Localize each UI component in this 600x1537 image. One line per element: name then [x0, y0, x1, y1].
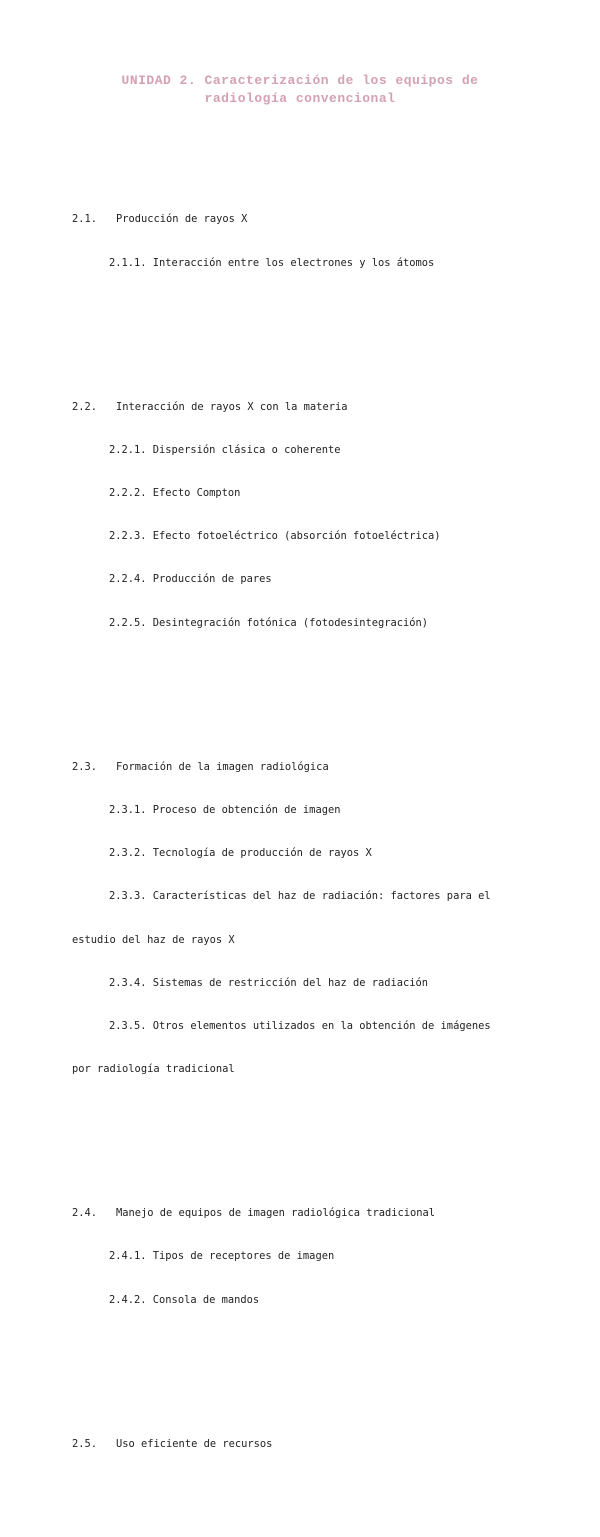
- toc-heading-number: 2.2.: [72, 400, 98, 413]
- toc-heading-number: 2.1.: [72, 213, 98, 226]
- toc-heading: [72, 1206, 532, 1220]
- toc-subitem: 2.4.1. Tipos de receptores de imagen: [109, 1250, 335, 1263]
- toc-heading: [72, 212, 532, 226]
- toc-heading-number: 2.5.: [72, 1437, 98, 1450]
- toc-subitem: 2.3.1. Proceso de obtención de imagen: [109, 803, 341, 816]
- toc-section-2-4: [72, 1177, 532, 1335]
- toc-subitem: 2.2.5. Desintegración fotónica (fotodesintegración): [109, 616, 429, 629]
- toc-heading-label: Producción de rayos X: [116, 213, 248, 226]
- toc-heading-label: Uso eficiente de recursos: [116, 1437, 273, 1450]
- unit-title: [70, 72, 530, 108]
- toc-subitem: 2.2.4. Producción de pares: [109, 573, 272, 586]
- toc-subitem-continuation: por radiología tradicional: [72, 1063, 235, 1076]
- toc-heading: [72, 400, 532, 414]
- toc-subitem: 2.3.4. Sistemas de restricción del haz de radiación: [109, 976, 429, 989]
- toc-subitem-continuation: estudio del haz de rayos X: [72, 933, 235, 946]
- toc-subitem: 2.4.2. Consola de mandos: [109, 1293, 260, 1306]
- toc-heading-number: 2.4.: [72, 1207, 98, 1220]
- toc-subitem: 2.3.3. Características del haz de radiación: factores para el: [109, 890, 491, 903]
- toc-subitem: 2.2.1. Dispersión clásica o coherente: [109, 443, 341, 456]
- toc-subitem: 2.1.1. Interacción entre los electrones y los átomos: [109, 256, 435, 269]
- toc-subitem: 2.2.3. Efecto fotoeléctrico (absorción fotoeléctrica): [109, 530, 441, 543]
- toc-heading-number: 2.3.: [72, 760, 98, 773]
- toc-heading-label: Interacción de rayos X con la materia: [116, 400, 348, 413]
- toc-section-2-2: [72, 371, 532, 659]
- unit-title-line-1: UNIDAD 2. Caracterización de los equipos de: [121, 73, 479, 88]
- toc-heading-label: Formación de la imagen radiológica: [116, 760, 329, 773]
- toc-heading: [72, 1437, 532, 1451]
- unit-title-line-2: radiología convencional: [204, 91, 396, 106]
- toc-heading-label: Manejo de equipos de imagen radiológica tradicional: [116, 1207, 436, 1220]
- toc-subitem: 2.3.2. Tecnología de producción de rayos X: [109, 847, 372, 860]
- toc-section-2-3: [72, 731, 532, 1105]
- toc-subitem: 2.3.5. Otros elementos utilizados en la obtención de imágenes: [109, 1019, 491, 1032]
- table-of-contents: [72, 126, 532, 1537]
- toc-section-2-5: [72, 1408, 532, 1480]
- toc-section-2-1: [72, 184, 532, 299]
- toc-heading: [72, 760, 532, 774]
- toc-subitem: 2.2.2. Efecto Compton: [109, 487, 241, 500]
